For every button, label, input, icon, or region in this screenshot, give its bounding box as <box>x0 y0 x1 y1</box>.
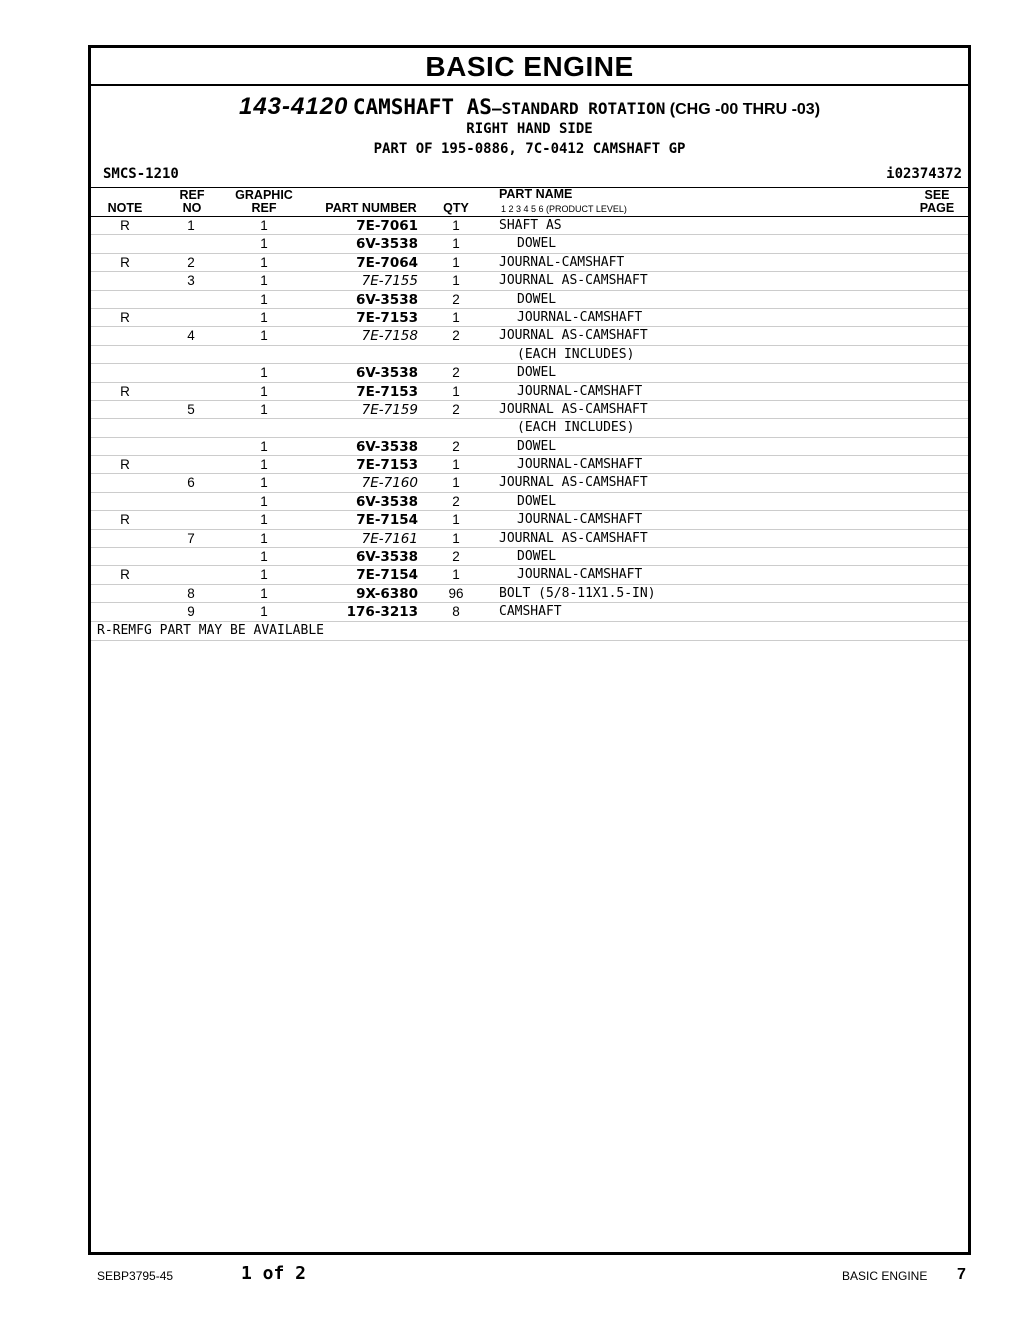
row-graphic-ref: 1 <box>260 438 268 454</box>
row-part-number: 7E-7161 <box>361 530 418 547</box>
footer-page-number: 7 <box>957 1266 966 1283</box>
row-part-name: JOURNAL AS-CAMSHAFT <box>499 328 648 344</box>
row-part-number: 7E-7159 <box>361 401 418 418</box>
row-qty: 1 <box>452 512 460 528</box>
row-qty: 96 <box>448 585 464 601</box>
section-title: BASIC ENGINE <box>91 48 968 86</box>
row-part-number: 7E-7153 <box>356 383 418 400</box>
row-part-number: 6V-3538 <box>355 236 418 253</box>
row-part-name: DOWEL <box>517 291 557 307</box>
row-note: R <box>120 512 130 528</box>
row-qty: 1 <box>452 457 460 473</box>
row-part-number: 7E-7153 <box>356 309 418 326</box>
table-row <box>91 254 968 272</box>
row-qty: 2 <box>452 291 460 307</box>
footnote: R-REMFG PART MAY BE AVAILABLE <box>97 622 324 638</box>
rotation-label: STANDARD ROTATION <box>501 99 666 118</box>
row-qty: 2 <box>452 493 460 509</box>
assembly-heading <box>91 93 968 119</box>
col-ref-top: REF <box>179 188 205 202</box>
row-part-name: SHAFT AS <box>499 218 562 233</box>
row-part-name: JOURNAL AS-CAMSHAFT <box>499 273 648 289</box>
col-see-bottom: PAGE <box>919 201 955 215</box>
row-part-number: 6V-3538 <box>355 365 418 382</box>
table-row <box>91 327 968 345</box>
row-ref-no: 1 <box>187 218 195 233</box>
row-part-name: JOURNAL-CAMSHAFT <box>517 512 643 528</box>
row-part-name: (EACH INCLUDES) <box>517 420 635 436</box>
row-part-number: 6V-3538 <box>355 549 418 566</box>
row-graphic-ref: 1 <box>260 530 268 546</box>
row-part-number: 6V-3538 <box>355 438 418 455</box>
row-qty: 1 <box>452 383 460 399</box>
col-ref-bottom: NO <box>182 201 202 215</box>
col-product-levels: 1 2 3 4 5 6 (PRODUCT LEVEL) <box>501 204 627 214</box>
row-note: R <box>120 309 130 325</box>
row-ref-no: 7 <box>187 530 195 546</box>
row-part-number: 7E-7061 <box>356 218 418 234</box>
row-qty: 2 <box>452 549 460 565</box>
row-qty: 2 <box>452 401 460 417</box>
row-part-number: 7E-7153 <box>356 457 418 474</box>
row-graphic-ref: 1 <box>260 309 268 325</box>
table-row <box>91 438 968 456</box>
table-row <box>91 419 968 437</box>
row-note: R <box>120 457 130 473</box>
row-part-number: 9X-6380 <box>356 585 418 602</box>
row-qty: 1 <box>452 218 460 233</box>
row-qty: 1 <box>452 567 460 583</box>
table-row <box>91 401 968 419</box>
row-graphic-ref: 1 <box>260 291 268 307</box>
row-ref-no: 5 <box>187 401 195 417</box>
change-range: (CHG -00 THRU -03) <box>669 101 821 118</box>
row-part-name: JOURNAL-CAMSHAFT <box>517 567 643 583</box>
side-label: RIGHT HAND SIDE <box>466 121 593 137</box>
row-graphic-ref: 1 <box>260 567 268 583</box>
table-row <box>91 474 968 492</box>
row-part-name: JOURNAL AS-CAMSHAFT <box>499 401 648 417</box>
row-graphic-ref: 1 <box>260 365 268 381</box>
col-graphic-bottom: REF <box>251 201 277 215</box>
row-part-name: JOURNAL-CAMSHAFT <box>499 254 625 270</box>
row-part-name: JOURNAL-CAMSHAFT <box>517 309 643 325</box>
row-part-name: DOWEL <box>517 549 557 565</box>
footer-page-of: 1 of 2 <box>241 1263 307 1284</box>
row-part-number: 7E-7154 <box>356 512 418 529</box>
assembly-part-name: CAMSHAFT AS <box>352 95 492 119</box>
title-dash: — <box>491 99 502 118</box>
row-note: R <box>120 383 130 399</box>
row-note: R <box>120 254 130 270</box>
row-graphic-ref: 1 <box>260 401 268 417</box>
row-part-number: 7E-7158 <box>361 328 418 345</box>
table-row <box>91 309 968 327</box>
row-graphic-ref: 1 <box>260 493 268 509</box>
row-graphic-ref: 1 <box>260 604 268 620</box>
col-part-number: PART NUMBER <box>325 201 417 215</box>
row-graphic-ref: 1 <box>260 512 268 528</box>
ident-code: i02374372 <box>886 166 962 182</box>
row-graphic-ref: 1 <box>260 457 268 473</box>
col-qty: QTY <box>443 201 469 215</box>
row-note: R <box>120 218 130 233</box>
row-graphic-ref: 1 <box>260 549 268 565</box>
row-graphic-ref: 1 <box>260 383 268 399</box>
table-row <box>91 493 968 511</box>
row-ref-no: 6 <box>187 475 195 491</box>
row-part-name: DOWEL <box>517 236 557 252</box>
row-part-number: 7E-7154 <box>356 567 418 584</box>
table-row <box>91 346 968 364</box>
row-part-number: 7E-7064 <box>356 254 418 271</box>
row-qty: 1 <box>452 273 460 289</box>
footer-doc-number: SEBP3795-45 <box>97 1269 174 1283</box>
column-header <box>91 188 968 217</box>
row-graphic-ref: 1 <box>260 236 268 252</box>
table-row <box>91 530 968 548</box>
row-qty: 1 <box>452 309 460 325</box>
row-part-number: 176-3213 <box>346 604 418 621</box>
row-part-name: JOURNAL AS-CAMSHAFT <box>499 530 648 546</box>
row-qty: 2 <box>452 438 460 454</box>
row-qty: 1 <box>452 254 460 270</box>
row-ref-no: 3 <box>187 273 195 289</box>
row-part-name: DOWEL <box>517 365 557 381</box>
row-note: R <box>120 567 130 583</box>
row-ref-no: 9 <box>187 604 195 620</box>
row-graphic-ref: 1 <box>260 254 268 270</box>
page-footer <box>0 1263 1020 1287</box>
row-part-name: JOURNAL-CAMSHAFT <box>517 383 643 399</box>
row-part-number: 6V-3538 <box>355 493 418 510</box>
row-graphic-ref: 1 <box>260 218 268 233</box>
footnote-row <box>91 622 968 641</box>
row-ref-no: 2 <box>187 254 195 270</box>
row-part-number: 7E-7155 <box>361 273 418 290</box>
assembly-part-number: 143-4120 <box>238 93 349 120</box>
smcs-code: SMCS-1210 <box>103 166 179 182</box>
table-row <box>91 566 968 584</box>
row-part-number: 6V-3538 <box>355 291 418 308</box>
table-row <box>91 548 968 566</box>
table-row <box>91 456 968 474</box>
row-qty: 2 <box>452 328 460 344</box>
table-row <box>91 603 968 621</box>
row-qty: 1 <box>452 475 460 491</box>
col-part-name: PART NAME <box>499 187 573 201</box>
row-part-number: 7E-7160 <box>361 475 418 492</box>
row-part-name: JOURNAL-CAMSHAFT <box>517 457 643 473</box>
footer-section: BASIC ENGINE <box>842 1269 928 1283</box>
parts-list <box>91 217 968 622</box>
row-part-name: DOWEL <box>517 438 557 454</box>
row-part-name: DOWEL <box>517 493 557 509</box>
row-part-name: (EACH INCLUDES) <box>517 346 635 362</box>
table-row <box>91 585 968 603</box>
table-row <box>91 511 968 529</box>
table-row <box>91 364 968 382</box>
row-qty: 8 <box>452 604 460 620</box>
row-graphic-ref: 1 <box>260 475 268 491</box>
col-note: NOTE <box>107 201 143 215</box>
page-frame <box>88 45 971 1255</box>
table-row <box>91 217 968 235</box>
col-graphic-top: GRAPHIC <box>235 188 293 202</box>
part-of-label: PART OF 195-0886, 7C-0412 CAMSHAFT GP <box>373 141 686 157</box>
table-row <box>91 235 968 253</box>
row-part-name: CAMSHAFT <box>499 604 562 620</box>
row-qty: 1 <box>452 530 460 546</box>
row-part-name: JOURNAL AS-CAMSHAFT <box>499 475 648 491</box>
row-graphic-ref: 1 <box>260 273 268 289</box>
table-row <box>91 272 968 290</box>
table-row <box>91 291 968 309</box>
row-graphic-ref: 1 <box>260 585 268 601</box>
row-qty: 1 <box>452 236 460 252</box>
smcs-row <box>91 163 968 188</box>
row-qty: 2 <box>452 365 460 381</box>
row-ref-no: 4 <box>187 328 195 344</box>
col-see-top: SEE <box>924 188 950 202</box>
row-ref-no: 8 <box>187 585 195 601</box>
row-graphic-ref: 1 <box>260 328 268 344</box>
table-row <box>91 383 968 401</box>
row-part-name: BOLT (5/8-11X1.5-IN) <box>499 585 656 601</box>
